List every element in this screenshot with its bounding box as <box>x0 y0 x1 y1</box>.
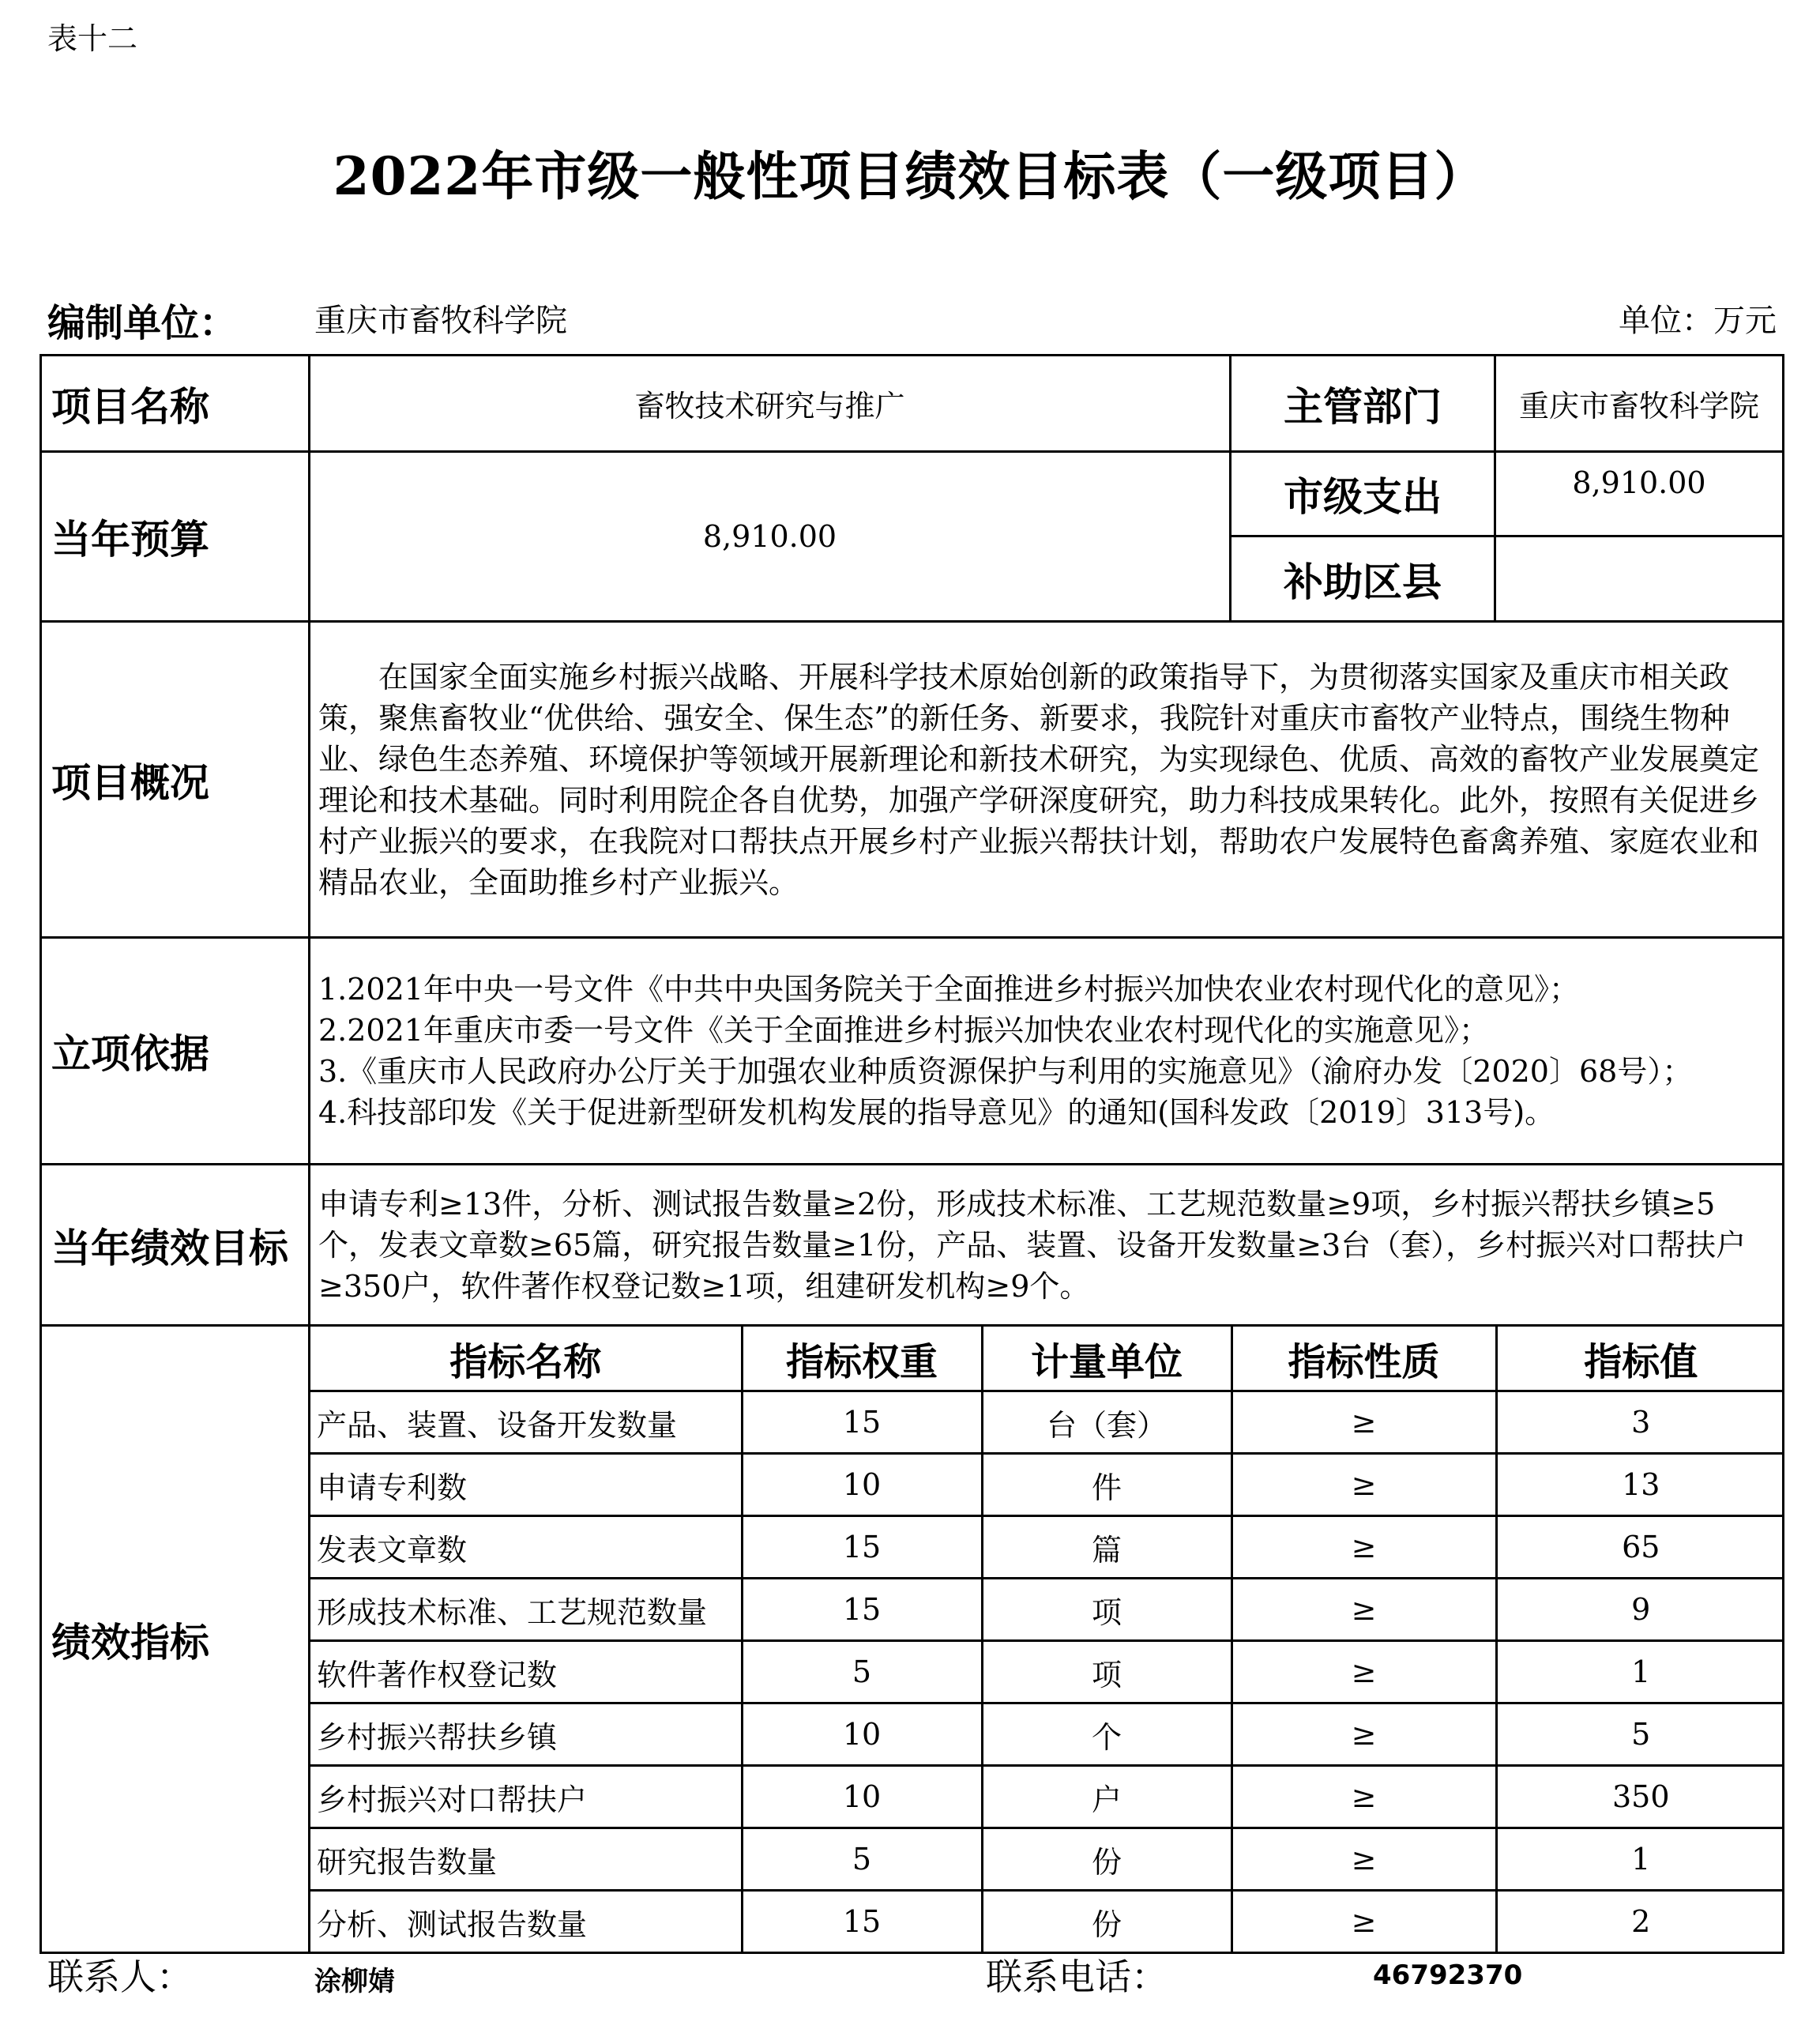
col-header-nature: 指标性质 <box>1232 1327 1496 1391</box>
indicator-unit: 台（套） <box>982 1391 1232 1454</box>
indicator-weight: 15 <box>742 1891 982 1952</box>
indicator-value: 1 <box>1496 1828 1784 1891</box>
table-row <box>310 1828 1784 1891</box>
county-subsidy-value <box>1495 536 1784 622</box>
basis-item: 3.《重庆市人民政府办公厅关于加强农业种质资源保护与利用的实施意见》（渝府办发〔2020〕68号）； <box>318 1054 1693 1089</box>
basis-item: 1.2021年中央一号文件《中共中央国务院关于全面推进乡村振兴加快农业农村现代化的意见》； <box>318 972 1579 1007</box>
indicator-unit: 户 <box>982 1766 1232 1828</box>
annual-goal-text: 申请专利≥13件，分析、测试报告数量≥2份，形成技术标准、工艺规范数量≥9项，乡村振兴帮扶乡镇≥5个，发表文章数≥65篇，研究报告数量≥1份，产品、装置、设备开发数量≥3台（套），乡村振兴对口帮扶户≥350户，软件著作权登记数≥1项，组建研发机构≥9个。 <box>310 1165 1784 1326</box>
indicator-unit: 篇 <box>982 1516 1232 1579</box>
indicator-value: 2 <box>1631 1904 1651 1939</box>
indicator-nature: ≥ <box>1232 1828 1496 1891</box>
overview-label: 项目概况 <box>41 622 310 938</box>
indicator-weight: 5 <box>742 1828 982 1891</box>
table-row <box>310 1454 1784 1516</box>
indicator-unit: 件 <box>982 1454 1232 1516</box>
indicator-weight: 10 <box>742 1703 982 1766</box>
org-name: 重庆市畜牧科学院 <box>314 303 567 339</box>
indicator-value: 65 <box>1496 1516 1784 1579</box>
indicator-unit: 份 <box>982 1828 1232 1891</box>
indicator-unit: 份 <box>982 1891 1232 1952</box>
indicator-unit: 项 <box>982 1579 1232 1641</box>
budget-label: 当年预算 <box>41 452 310 622</box>
project-name-label: 项目名称 <box>41 356 310 452</box>
basis-item: 2.2021年重庆市委一号文件《关于全面推进乡村振兴加快农业农村现代化的实施意见》； <box>318 1013 1489 1048</box>
indicator-name: 乡村振兴对口帮扶户 <box>310 1766 742 1828</box>
table-row <box>310 1641 1784 1703</box>
table-row <box>310 1891 1784 1952</box>
phone-value: 46792370 <box>1373 1959 1523 1991</box>
indicator-nature: ≥ <box>1232 1891 1496 1952</box>
indicator-value: 350 <box>1496 1766 1784 1828</box>
indicator-nature: ≥ <box>1232 1516 1496 1579</box>
indicator-name: 分析、测试报告数量 <box>310 1891 742 1952</box>
table-row <box>310 1516 1784 1579</box>
indicator-value: 9 <box>1496 1579 1784 1641</box>
basis-label: 立项依据 <box>41 938 310 1165</box>
indicators-label: 绩效指标 <box>41 1326 310 1953</box>
indicator-value: 1 <box>1496 1641 1784 1703</box>
indicator-nature: ≥ <box>1232 1454 1496 1516</box>
indicator-name: 发表文章数 <box>310 1516 742 1579</box>
indicator-value: 3 <box>1496 1391 1784 1454</box>
indicator-value: 5 <box>1496 1703 1784 1766</box>
dept-label: 主管部门 <box>1231 356 1495 452</box>
col-header-unit: 计量单位 <box>982 1327 1232 1391</box>
performance-target-table <box>39 354 1784 1954</box>
col-header-name: 指标名称 <box>310 1327 742 1391</box>
county-subsidy-label: 补助区县 <box>1231 536 1495 622</box>
indicator-nature: ≥ <box>1232 1579 1496 1641</box>
table-row <box>310 1703 1784 1766</box>
indicators-table <box>310 1327 1784 1952</box>
indicator-weight: 15 <box>742 1391 982 1454</box>
basis-item: 4.科技部印发《关于促进新型研发机构发展的指导意见》的通知(国科发政〔2019〕313号)。 <box>318 1095 1555 1130</box>
currency-unit: 单位：万元 <box>1619 303 1777 339</box>
indicator-weight: 5 <box>742 1641 982 1703</box>
phone-label: 联系电话： <box>986 1956 1168 1998</box>
table-row <box>310 1766 1784 1828</box>
indicators-cell <box>310 1326 1784 1953</box>
indicator-name: 产品、装置、设备开发数量 <box>310 1391 742 1454</box>
indicator-value: 13 <box>1496 1454 1784 1516</box>
indicator-weight: 15 <box>742 1516 982 1579</box>
budget-value: 8,910.00 <box>310 452 1231 622</box>
indicator-name: 研究报告数量 <box>310 1828 742 1891</box>
indicator-unit: 个 <box>982 1703 1232 1766</box>
indicator-weight: 10 <box>742 1766 982 1828</box>
indicators-header-row <box>310 1327 1784 1391</box>
overview-text: 在国家全面实施乡村振兴战略、开展科学技术原始创新的政策指导下，为贯彻落实国家及重庆市相关政策，聚焦畜牧业“优供给、强安全、保生态”的新任务、新要求，我院针对重庆市畜牧产业特点，围绕生物种业、绿色生态养殖、环境保护等领域开展新理论和新技术研究，为实现绿色、优质、高效的畜牧产业发展奠定理论和技术基础。同时利用院企各自优势，加强产学研深度研究，助力科技成果转化。此外，按照有关促进乡村产业振兴的要求，在我院对口帮扶点开展乡村产业振兴帮扶计划，帮助农户发展特色畜禽养殖、家庭农业和精品农业，全面助推乡村产业振兴。 <box>310 622 1784 938</box>
indicator-weight: 15 <box>742 1579 982 1641</box>
indicator-weight: 10 <box>742 1454 982 1516</box>
indicator-nature: ≥ <box>1232 1766 1496 1828</box>
annual-goal-label: 当年绩效目标 <box>41 1165 310 1326</box>
dept-value: 重庆市畜牧科学院 <box>1495 356 1784 452</box>
indicator-nature: ≥ <box>1232 1703 1496 1766</box>
indicator-name: 形成技术标准、工艺规范数量 <box>310 1579 742 1641</box>
org-label: 编制单位： <box>47 301 238 345</box>
contact-name: 涂柳婧 <box>314 1966 395 1997</box>
table-row <box>310 1391 1784 1454</box>
indicator-nature: ≥ <box>1232 1391 1496 1454</box>
indicator-name: 软件著作权登记数 <box>310 1641 742 1703</box>
indicator-unit: 项 <box>982 1641 1232 1703</box>
table-row <box>310 1579 1784 1641</box>
basis-list <box>310 938 1784 1165</box>
city-expense-value: 8,910.00 <box>1495 452 1784 536</box>
col-header-weight: 指标权重 <box>742 1327 982 1391</box>
col-header-value: 指标值 <box>1496 1327 1784 1391</box>
indicator-name: 乡村振兴帮扶乡镇 <box>310 1703 742 1766</box>
indicator-nature: ≥ <box>1232 1641 1496 1703</box>
page-title: 2022年市级一般性项目绩效目标表（一级项目） <box>333 145 1487 207</box>
project-name-value: 畜牧技术研究与推广 <box>310 356 1231 452</box>
city-expense-label: 市级支出 <box>1231 452 1495 536</box>
contact-label: 联系人： <box>47 1956 193 1998</box>
sheet-number: 表十二 <box>47 21 138 56</box>
indicator-name: 申请专利数 <box>310 1454 742 1516</box>
